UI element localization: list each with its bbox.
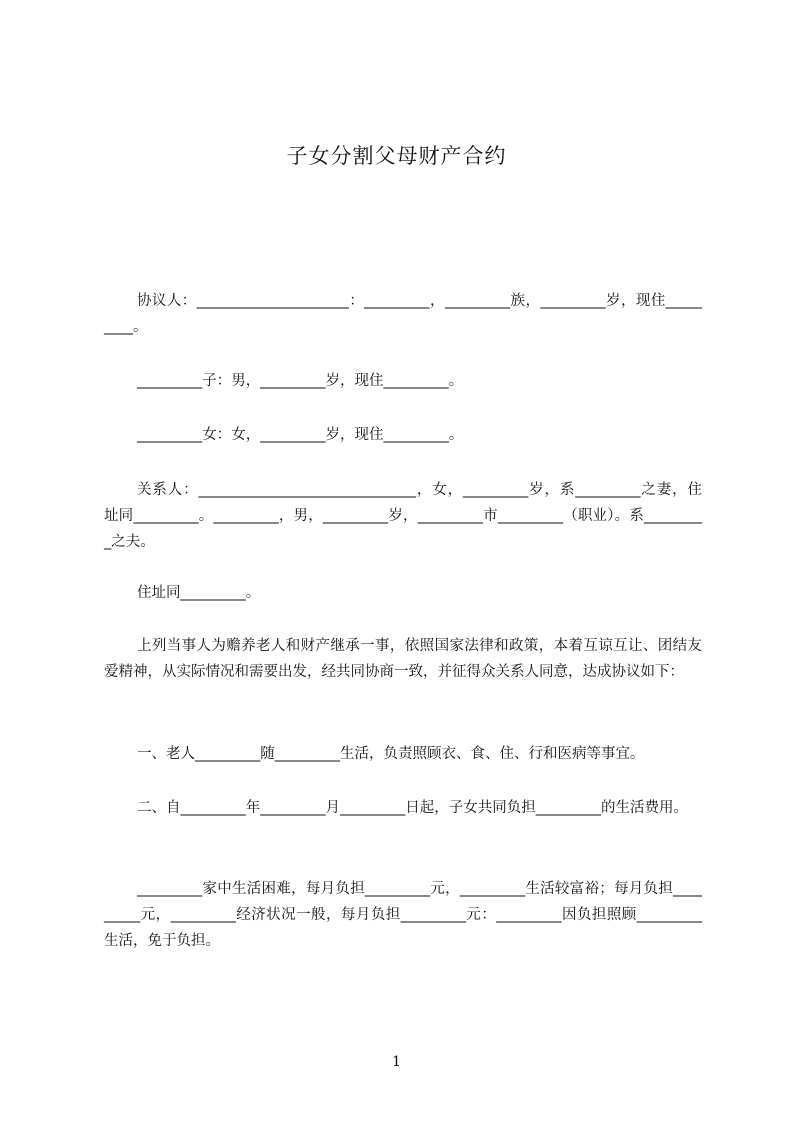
paragraph-related-persons: 关系人：______________________________，女，_________岁，系_________之妻，住址同_________。_________，男，_________岁，_________市_________（职业）。系_________之夫。 <box>104 482 702 550</box>
paragraph-parties: 协议人：_____________________：_________，_________族，_________岁，现住_________。 <box>104 293 702 335</box>
paragraph-contributions: _________家中生活困难，每月负担_________元，_________生活较富裕；每月负担_________元，_________经济状况一般，每月负担_________元：_________因负担照顾_________生活，免于负担。 <box>104 881 702 949</box>
paragraph-son: _________子：男，_________岁，现住_________。 <box>137 373 464 389</box>
paragraph-clause-1: 一、老人_________随_________生活，负责照顾衣、食、住、行和医病等事宜。 <box>137 746 645 762</box>
paragraph-daughter: _________女：女，_________岁，现住_________。 <box>137 427 464 443</box>
paragraph-preamble: 上列当事人为赡养老人和财产继承一事，依照国家法律和政策，本着互谅互让、团结友爱精神，从实际情况和需要出发，经共同协商一致，并征得众关系人同意，达成协议如下： <box>104 638 702 680</box>
document-title: 子女分割父母财产合约 <box>286 144 507 168</box>
page-number: 1 <box>392 1054 401 1070</box>
paragraph-address: 住址同_________。 <box>137 585 261 601</box>
paragraph-clause-2: 二、自_________年_________月_________日起，子女共同负担_________的生活费用。 <box>137 800 688 816</box>
